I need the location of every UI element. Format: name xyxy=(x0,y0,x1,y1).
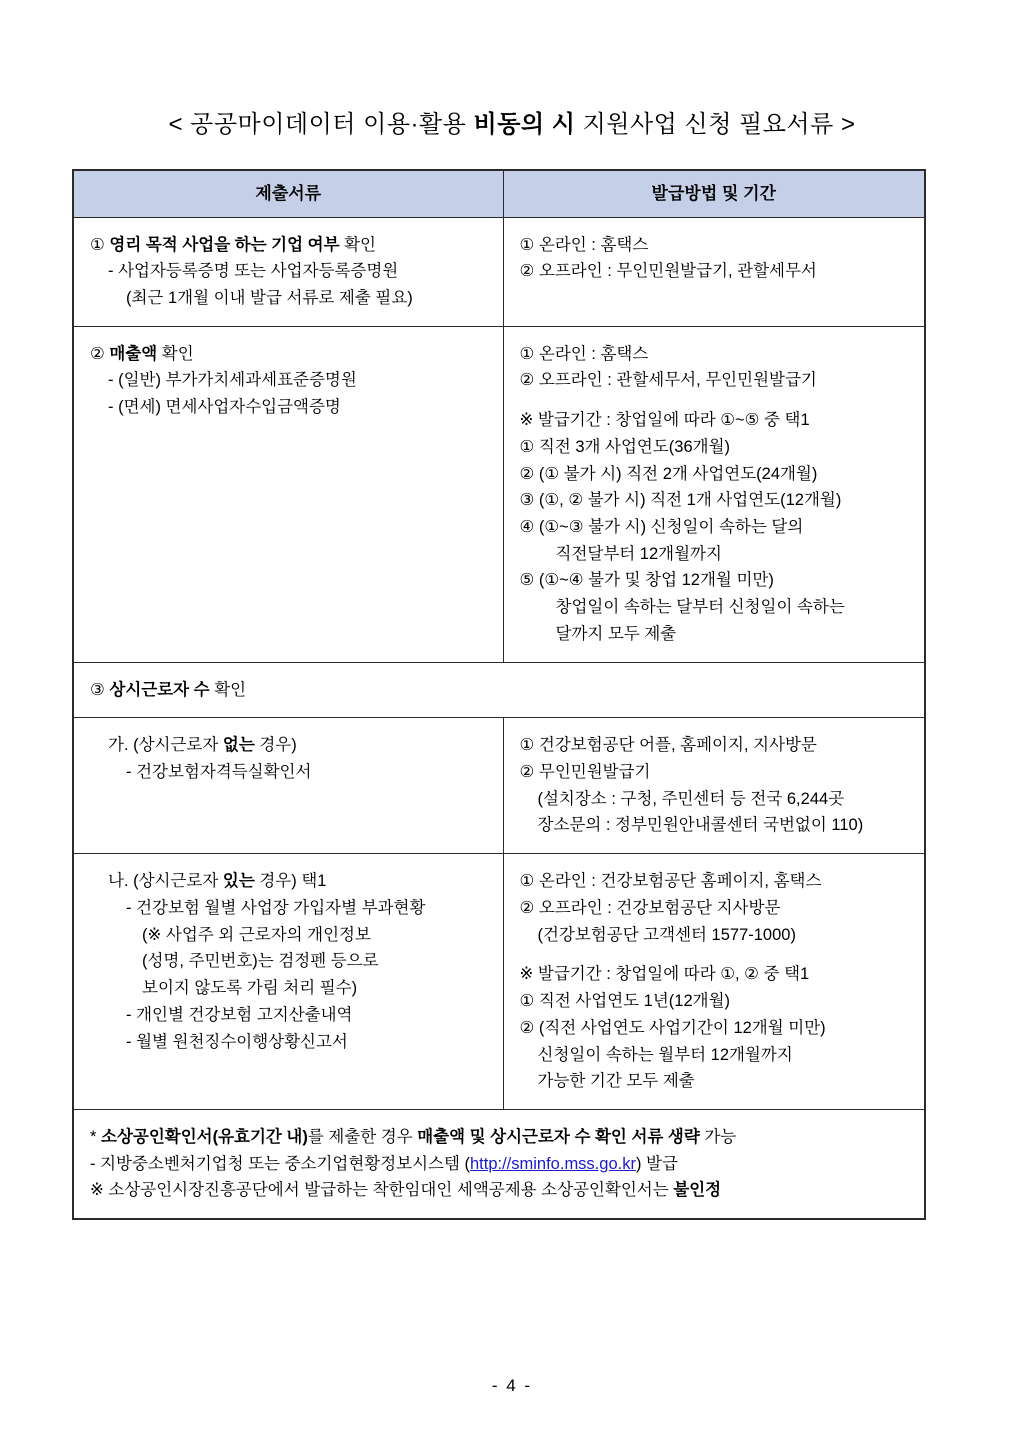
row3b-doc-line5: 보이지 않도록 가림 처리 필수) xyxy=(142,979,358,998)
row1-marker: ① xyxy=(90,235,110,254)
row1-doc-line2: - 사업자등록증명 또는 사업자등록증명원 xyxy=(108,262,399,281)
row2-tail: 확인 xyxy=(157,344,194,363)
footer-line2-post: ) 발급 xyxy=(635,1154,678,1173)
row3a-post: 경우) xyxy=(254,736,297,755)
row2-bold: 매출액 xyxy=(109,344,158,363)
row1-method-line2: ② 오프라인 : 무인민원발급기, 관할세무서 xyxy=(519,262,817,281)
title-suffix: 지원사업 신청 필요서류 > xyxy=(575,111,856,138)
requirements-table xyxy=(72,169,926,1220)
row3a-method-line2: ② 무인민원발급기 xyxy=(519,763,651,782)
header-documents: 제출서류 xyxy=(73,170,503,217)
row3b-post: 경우) 택1 xyxy=(254,872,327,891)
row2-method-line7: ④ (①~③ 불가 시) 신청일이 속하는 달의 xyxy=(519,518,804,536)
row3a-method-line3: (설치장소 : 구청, 주민센터 등 전국 6,244곳 xyxy=(537,789,845,808)
row3a-method-line4: 장소문의 : 정부민원안내콜센터 국번없이 110) xyxy=(537,816,864,835)
row3b-doc-line6: - 개인별 건강보험 고지산출내역 xyxy=(126,1005,353,1024)
row3b-method-line6: ② (직전 사업연도 사업기간이 12개월 미만) xyxy=(519,1018,826,1037)
row3b-method-line4: ※ 발급기간 : 창업일에 따라 ①, ② 중 택1 xyxy=(519,965,810,984)
row1-doc-line3: (최근 1개월 이내 발급 서류로 제출 필요) xyxy=(126,288,413,307)
row2-method-line10: 창업일이 속하는 달부터 신청일이 속하는 xyxy=(555,598,845,617)
row3b-doc-line4: (성명, 주민번호)는 검정펜 등으로 xyxy=(142,952,379,971)
row3-bold: 상시근로자 수 xyxy=(109,680,210,699)
row3a-pre: 가. (상시근로자 xyxy=(108,736,223,755)
row3-tail: 확인 xyxy=(209,680,247,699)
footer-line2-pre: - 지방중소벤처기업청 또는 중소기업현황정보시스템 ( xyxy=(90,1154,470,1173)
footer-line1 xyxy=(90,1124,908,1151)
footer-line2 xyxy=(90,1151,908,1178)
table-row xyxy=(73,854,925,1110)
footer-note xyxy=(73,1109,925,1219)
row3b-method-line3: (건강보험공단 고객센터 1577-1000) xyxy=(537,925,796,944)
row3a-method xyxy=(503,718,925,854)
title-prefix: < 공공마이데이터 이용·활용 xyxy=(168,111,474,138)
sminfo-link[interactable]: http://sminfo.mss.go.kr xyxy=(469,1154,636,1173)
row3b-method-line7: 신청일이 속하는 월부터 12개월까지 xyxy=(537,1045,793,1064)
page-number: - 4 - xyxy=(491,1376,533,1395)
footer-bold-2: 매출액 및 상시근로자 수 확인 서류 생략 xyxy=(417,1127,700,1146)
table-row-section-header xyxy=(73,662,925,718)
row2-documents xyxy=(73,326,503,662)
footer-bold-1: 소상공인확인서(유효기간 내) xyxy=(101,1127,308,1146)
row3b-method-line5: ① 직전 사업연도 1년(12개월) xyxy=(519,992,731,1011)
row1-bold: 영리 목적 사업을 하는 기업 여부 xyxy=(109,235,340,254)
row2-doc-line3: - (면세) 면세사업자수입금액증명 xyxy=(108,398,341,417)
row3a-method-line1: ① 건강보험공단 어플, 홈페이지, 지사방문 xyxy=(519,736,817,755)
footer-line3-bold: 불인정 xyxy=(673,1181,722,1200)
row3b-bold: 있는 xyxy=(222,872,255,891)
row1-documents xyxy=(73,217,503,326)
row3b-pre: 나. (상시근로자 xyxy=(108,872,223,891)
row3-title-line xyxy=(90,677,908,704)
row3b-documents xyxy=(73,854,503,1110)
page-title xyxy=(72,104,952,139)
row1-doc-line1 xyxy=(90,232,487,259)
row3-section-title xyxy=(73,662,925,718)
table-row xyxy=(73,217,925,326)
row2-method-line11: 달까지 모두 제출 xyxy=(555,624,677,643)
row2-method xyxy=(503,326,925,662)
row2-doc-line2: - (일반) 부가가치세과세표준증명원 xyxy=(108,371,357,390)
row2-method-line8: 직전달부터 12개월까지 xyxy=(555,544,722,563)
table-footer-row xyxy=(73,1109,925,1219)
row2-method-line2: ② 오프라인 : 관할세무서, 무인민원발급기 xyxy=(519,371,817,390)
footer-tail: 가능 xyxy=(699,1127,737,1146)
row2-marker: ② xyxy=(90,344,110,363)
row3b-method xyxy=(503,854,925,1110)
row1-method-line1: ① 온라인 : 홈택스 xyxy=(519,235,649,254)
footer-marker: * xyxy=(90,1127,102,1146)
footer-line3-pre: ※ 소상공인시장진흥공단에서 발급하는 착한임대인 세액공제용 소상공인확인서는 xyxy=(90,1181,674,1200)
row3b-method-line2: ② 오프라인 : 건강보험공단 지사방문 xyxy=(519,898,781,917)
row2-doc-line1 xyxy=(90,341,487,368)
row3a-doc-line2: - 건강보험자격득실확인서 xyxy=(126,763,312,782)
row3a-documents xyxy=(73,718,503,854)
header-method: 발급방법 및 기간 xyxy=(503,170,925,217)
row3b-method-line8: 가능한 기간 모두 제출 xyxy=(537,1072,695,1091)
table-row xyxy=(73,718,925,854)
footer-mid: 를 제출한 경우 xyxy=(307,1127,418,1146)
row3b-doc-line7: - 월별 원천징수이행상황신고서 xyxy=(126,1032,348,1051)
spacer xyxy=(520,394,909,407)
row3b-method-line1: ① 온라인 : 건강보험공단 홈페이지, 홈택스 xyxy=(519,872,822,891)
row2-method-line5: ② (① 불가 시) 직전 2개 사업연도(24개월) xyxy=(519,464,818,483)
row1-method xyxy=(503,217,925,326)
row2-method-line9: ⑤ (①~④ 불가 및 창업 12개월 미만) xyxy=(519,571,774,590)
row2-method-line6: ③ (①, ② 불가 시) 직전 1개 사업연도(12개월) xyxy=(519,491,842,510)
footer-line3 xyxy=(90,1177,908,1204)
row2-method-line1: ① 온라인 : 홈택스 xyxy=(519,344,649,363)
title-bold: 비동의 시 xyxy=(473,111,576,138)
table-header-row xyxy=(73,170,925,217)
row3-marker: ③ xyxy=(90,680,110,699)
row1-tail: 확인 xyxy=(339,235,376,254)
spacer xyxy=(520,948,909,961)
row3b-doc-line2: - 건강보험 월별 사업장 가입자별 부과현황 xyxy=(126,898,426,917)
table-row xyxy=(73,326,925,662)
row2-method-line4: ① 직전 3개 사업연도(36개월) xyxy=(519,437,731,456)
row3a-doc-line1 xyxy=(90,732,487,759)
row3a-bold: 없는 xyxy=(222,736,255,755)
row2-method-line3: ※ 발급기간 : 창업일에 따라 ①~⑤ 중 택1 xyxy=(519,411,810,430)
row3b-doc-line1 xyxy=(90,868,487,895)
row3b-doc-line3: (※ 사업주 외 근로자의 개인정보 xyxy=(142,925,371,944)
